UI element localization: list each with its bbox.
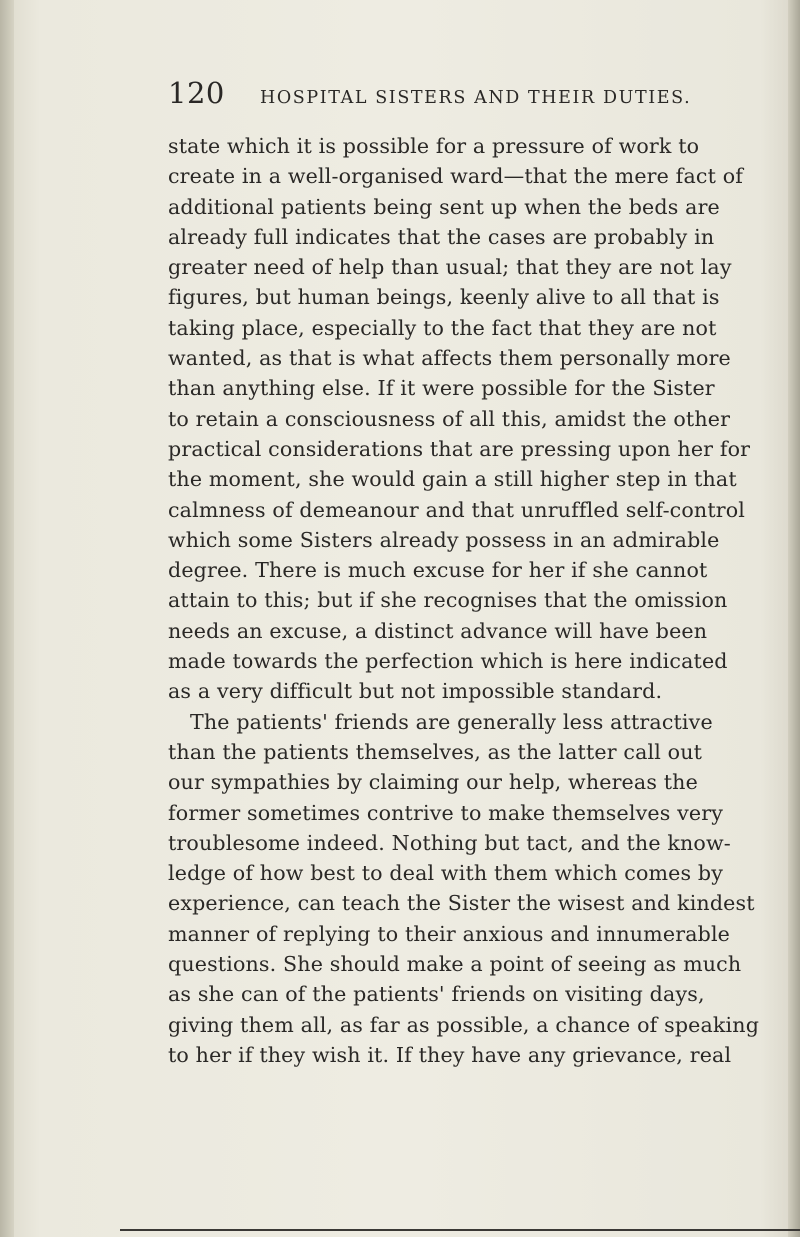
text-line: attain to this; but if she recognises that the omission [168,588,728,613]
text-line: troublesome indeed. Nothing but tact, and the know- [168,830,731,855]
text-line: former sometimes contrive to make themselves very [168,800,724,825]
running-head: HOSPITAL SISTERS AND THEIR DUTIES. [260,88,692,108]
text-line: than anything else. If it were possible for the Sister [168,376,715,401]
text-line: greater need of help than usual; that they are not lay [168,255,732,280]
text-line: giving them all, as far as possible, a chance of speaking [168,1012,760,1037]
text-line: additional patients being sent up when the beds are [168,194,720,219]
text-line: which some Sisters already possess in an admirable [168,527,720,552]
page-number: 120 [168,76,225,110]
page-edge-shadow [788,0,800,1237]
text-line: the moment, she would gain a still higher step in that [168,467,737,492]
text-line: our sympathies by claiming our help, whereas the [168,770,698,795]
paragraph [168,131,751,707]
text-line: create in a well-organised ward—that the mere fact of [168,164,744,189]
text-line: figures, but human beings, keenly alive to all that is [168,285,720,310]
page-binding-shadow [0,0,14,1237]
text-line: than the patients themselves, as the latter call out [168,739,703,764]
text-line: state which it is possible for a pressure of work to [168,134,700,158]
paragraph [168,707,760,1071]
page-header [168,74,692,114]
text-line: to retain a consciousness of all this, amidst the other [168,406,731,431]
text-line: already full indicates that the cases are probably in [168,224,715,249]
text-line: taking place, especially to the fact that they are not [168,315,717,340]
text-line: practical considerations that are pressing upon her for [168,436,751,461]
text-line: to her if they wish it. If they have any grievance, real [168,1042,732,1067]
bottom-rule [120,1229,800,1231]
text-line: calmness of demeanour and that unruffled self-control [168,497,746,522]
text-line: wanted, as that is what affects them personally more [168,346,731,371]
text-line: manner of replying to their anxious and innumerable [168,921,731,946]
body-text [168,131,760,1070]
text-line: needs an excuse, a distinct advance will have been [168,618,708,643]
text-line: made towards the perfection which is here indicated [168,649,728,674]
text-line: The patients' friends are generally less attractive [190,709,713,734]
text-line: experience, can teach the Sister the wisest and kindest [168,891,755,916]
text-line: questions. She should make a point of seeing as much [168,952,742,977]
text-line: as a very difficult but not impossible standard. [168,679,663,704]
text-line: as she can of the patients' friends on visiting days, [168,982,705,1007]
text-line: degree. There is much excuse for her if she cannot [168,558,708,583]
text-line: ledge of how best to deal with them which comes by [168,861,724,886]
